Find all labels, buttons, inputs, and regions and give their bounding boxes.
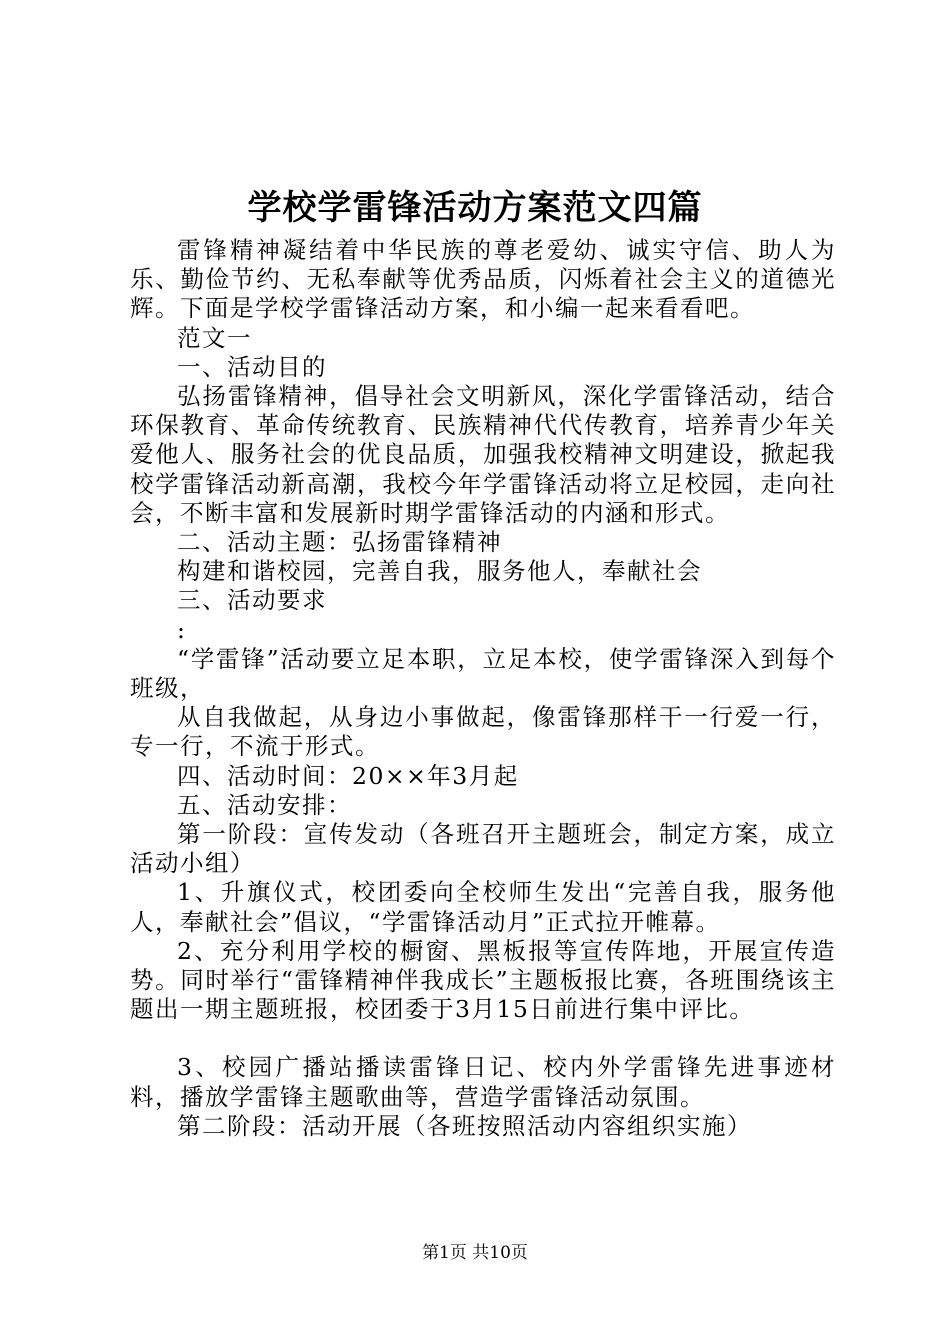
- requirement-paragraph-2: 从自我做起，从身边小事做起，像雷锋那样干一行爱一行，专一行，不流于形式。: [130, 703, 836, 761]
- section-heading-time: 四、活动时间：20××年3月起: [177, 761, 519, 790]
- section-heading-arrangement: 五、活动安排：: [177, 790, 352, 819]
- sample-heading: 范文一: [177, 323, 252, 352]
- paragraph-gap: [130, 1024, 836, 1053]
- stage-one-item-1: 1、升旗仪式，校团委向全校师生发出“完善自我，服务他人，奉献社会”倡议，“学雷锋活动月”正式拉开帷幕。: [130, 878, 836, 936]
- stage-two-heading: 第二阶段：活动开展（各班按照活动内容组织实施）: [177, 1111, 752, 1140]
- intro-paragraph: 雷锋精神凝结着中华民族的尊老爱幼、诚实守信、助人为乐、勤俭节约、无私奉献等优秀品质，闪烁着社会主义的道德光辉。下面是学校学雷锋活动方案，和小编一起来看看吧。: [130, 236, 836, 323]
- section-heading-theme: 二、活动主题：弘扬雷锋精神: [177, 528, 502, 557]
- purpose-paragraph: 弘扬雷锋精神，倡导社会文明新风，深化学雷锋活动，结合环保教育、革命传统教育、民族精神代代传教育，培养青少年关爱他人、服务社会的优良品质，加强我校精神文明建设，掀起我校学雷锋活动新高潮，我校今年学雷锋活动将立足校园，走向社会，不断丰富和发展新时期学雷锋活动的内涵和形式。: [130, 382, 836, 527]
- document-body: [130, 236, 836, 1141]
- page-number: 第1页 共10页: [422, 1243, 528, 1263]
- document-title: 学校学雷锋活动方案范文四篇: [247, 188, 703, 228]
- section-heading-purpose: 一、活动目的: [177, 352, 327, 381]
- stage-one-heading: 第一阶段：宣传发动（各班召开主题班会，制定方案，成立活动小组）: [130, 820, 836, 878]
- stage-one-item-3: 3、校园广播站播读雷锋日记、校内外学雷锋先进事迹材料，播放学雷锋主题歌曲等，营造学雷锋活动氛围。: [130, 1053, 836, 1111]
- theme-paragraph: 构建和谐校园，完善自我，服务他人，奉献社会: [177, 557, 702, 586]
- colon-line: :: [177, 615, 187, 644]
- requirement-paragraph-1: “学雷锋”活动要立足本职，立足本校，使学雷锋深入到每个班级，: [130, 644, 836, 703]
- stage-one-item-2: 2、充分利用学校的橱窗、黑板报等宣传阵地，开展宣传造势。同时举行“雷锋精神伴我成长”主题板报比赛，各班围绕该主题出一期主题班报，校团委于3月15日前进行集中评比。: [130, 936, 836, 1024]
- section-heading-requirements: 三、活动要求: [177, 586, 327, 615]
